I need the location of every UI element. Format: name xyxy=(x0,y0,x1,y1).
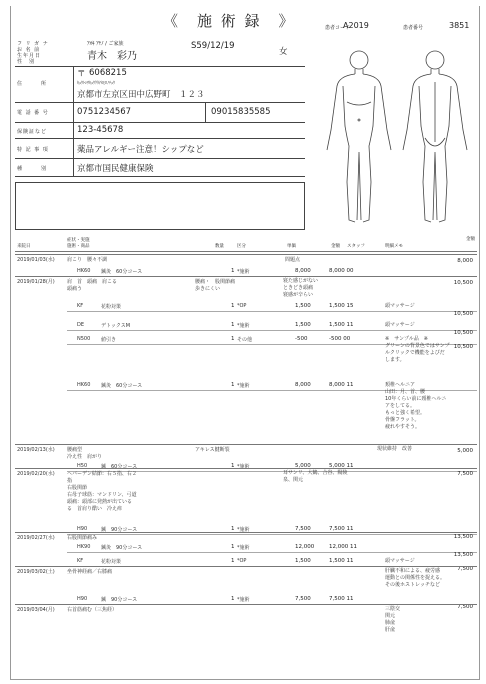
row-divider xyxy=(15,532,477,533)
balance-amount: 7,500 xyxy=(457,604,473,610)
item-amount: 8,000 00 xyxy=(329,268,354,274)
detail-memo: ※ サンプル品 ※ グリーンの背景色ではサンプ ルクリックで機能をよびだ します。 xyxy=(385,336,450,363)
detail-memo: 頭マッサージ xyxy=(385,558,415,564)
patient-no-label: 患者番号 xyxy=(403,25,424,31)
balance-amount: 10,500 xyxy=(453,280,473,286)
item-unit-price: 12,000 xyxy=(295,544,315,550)
item-desc: 鍼 90分コース xyxy=(101,597,138,603)
item-category: *OP xyxy=(237,303,247,309)
item-amount: -500 00 xyxy=(329,336,351,342)
birth-label: 生年月日 xyxy=(17,53,42,59)
birthdate: S59/12/19 xyxy=(191,41,235,51)
info-label-divider xyxy=(73,66,74,176)
symptom-extra: 腰痛・ 股関節痛 歩きにくい xyxy=(195,279,236,292)
phone-block xyxy=(15,102,305,123)
item-category: *施術 xyxy=(237,527,250,533)
item-desc: 花粉対策 xyxy=(101,559,122,565)
balance-amount: 10,500 xyxy=(453,311,473,317)
col-staff: スタッフ xyxy=(347,244,365,249)
item-amount: 12,000 11 xyxy=(329,544,357,550)
item-category: *施術 xyxy=(237,545,250,551)
body-diagram xyxy=(317,42,477,232)
item-amount: 7,500 11 xyxy=(329,526,354,532)
item-desc: 鍼灸 60分コース xyxy=(101,269,143,275)
balance-amount: 5,000 xyxy=(457,448,473,454)
item-desc: 鍼 90分コース xyxy=(101,527,138,533)
name-block xyxy=(15,38,305,67)
item-unit-price: 1,500 xyxy=(295,322,311,328)
patient-code-label: 患者コード xyxy=(325,25,351,31)
insurance-type: 京都市国民健康保険 xyxy=(77,164,154,174)
item-unit-price: 7,500 xyxy=(295,526,311,532)
balance-amount: 7,500 xyxy=(457,471,473,477)
insurance-label: 保険証など xyxy=(17,129,48,135)
item-unit-price: 8,000 xyxy=(295,268,311,274)
balance-amount: 8,000 xyxy=(457,258,473,264)
row-divider xyxy=(15,276,477,277)
col-memo: 明細メモ xyxy=(385,244,403,249)
insurance-block xyxy=(15,122,305,139)
detail-memo: 頭マッサージ xyxy=(385,322,415,328)
item-amount: 1,500 11 xyxy=(329,322,354,328)
symptom-line: 右股関節痛み xyxy=(67,535,98,541)
item-qty: 1 xyxy=(231,336,235,342)
item-amount: 8,000 11 xyxy=(329,382,354,388)
item-desc: 鍼 60分コース xyxy=(101,464,138,470)
postal-code: 6068215 xyxy=(89,68,127,78)
visit-date: 2019/02/20(水) xyxy=(17,471,55,477)
col-date: 来院日 xyxy=(17,244,31,249)
item-qty: 1 xyxy=(231,382,235,388)
patient-name: 青木 彩乃 xyxy=(87,51,137,62)
symptom-line: 右母子球筋：マンドリン、弓道 xyxy=(67,492,137,498)
postal-mark: 〒 xyxy=(77,69,86,79)
item-unit-price: 1,500 xyxy=(295,558,311,564)
item-amount: 7,500 11 xyxy=(329,596,354,602)
symptom-extra: アキレス腱断裂 xyxy=(195,447,230,453)
visit-date: 2019/03/04(月) xyxy=(17,607,55,613)
name-label: お 名 前 xyxy=(17,47,41,53)
item-qty: 1 xyxy=(231,558,235,564)
row-divider xyxy=(15,566,477,567)
col-unit-price: 単価 xyxy=(287,244,296,249)
address-label: 住 所 xyxy=(17,81,48,87)
symptom-line: ヘバーデン結節：右５指、右２ xyxy=(67,471,137,477)
symptom-line: る 首肩り酷い 冷え痒 xyxy=(67,506,123,512)
gender: 女 xyxy=(279,47,288,57)
symptom-line: 冷え性 肩がり xyxy=(67,454,103,460)
phone-1: 0751234567 xyxy=(77,107,132,117)
symptom-line: 肩こり 腰々不調 xyxy=(67,257,108,263)
visit-date: 2019/02/13(水) xyxy=(17,447,55,453)
item-qty: 1 xyxy=(231,322,235,328)
item-code: HK90 xyxy=(77,544,91,550)
item-category: *施術 xyxy=(237,323,250,329)
item-qty: 1 xyxy=(231,268,235,274)
type-block xyxy=(15,158,305,177)
phone-2: 09015835585 xyxy=(211,107,271,117)
treatment-record-page xyxy=(10,6,480,680)
address-block xyxy=(15,66,305,103)
item-category: *施術 xyxy=(237,383,250,389)
symptom-line: 腰痛型 xyxy=(67,447,83,453)
item-code: HK60 xyxy=(77,382,91,388)
row-divider xyxy=(15,604,477,605)
detail-memo: 頭マッサージ xyxy=(385,303,415,309)
furigana-label: フ リ ガ ナ xyxy=(17,41,49,47)
item-code: HK60 xyxy=(77,268,91,274)
address-kana: ｷｮｳﾄｼｻｷｮｳｸﾀﾅｶﾋﾛﾉﾁｮｳ xyxy=(77,80,115,85)
item-unit-price: 8,000 xyxy=(295,382,311,388)
item-amount: 1,500 15 xyxy=(329,303,354,309)
memo-box[interactable] xyxy=(15,182,305,230)
item-amount: 5,000 11 xyxy=(329,463,354,469)
detail-memo: 三陰交 関元 肺兪 肝兪 xyxy=(385,606,401,633)
row-divider xyxy=(15,254,477,255)
row-divider xyxy=(15,444,477,445)
item-category: *施術 xyxy=(237,269,250,275)
symptom-line: 右首筋痛む（三焦経） xyxy=(67,607,118,613)
balance-amount: 13,500 xyxy=(453,534,473,540)
symptom-extra: 問題点 xyxy=(285,257,301,263)
item-qty: 1 xyxy=(231,303,235,309)
item-code: H50 xyxy=(77,463,88,469)
patient-code: A2019 xyxy=(343,21,369,30)
item-desc: デトックスM xyxy=(101,323,131,329)
detail-memo: 現状維持 改善 xyxy=(377,446,413,452)
item-category: その他 xyxy=(237,337,253,343)
col-symptom: 症状・実施 施術・商品 xyxy=(67,238,90,249)
item-divider xyxy=(67,311,477,312)
insurance-no: 123-45678 xyxy=(77,125,124,135)
item-divider xyxy=(67,552,477,553)
col-qty: 数量 xyxy=(215,244,224,249)
item-category: *施術 xyxy=(237,464,250,470)
balance-amount: 10,500 xyxy=(453,330,473,336)
item-desc: 鍼灸 60分コース xyxy=(101,383,143,389)
notes: 薬品アレルギー注意！シップなど xyxy=(77,145,204,155)
item-code: H90 xyxy=(77,526,88,532)
col-balance: 金額 xyxy=(466,237,475,242)
header-divider xyxy=(15,251,477,252)
item-unit-price: 5,000 xyxy=(295,463,311,469)
phone-divider xyxy=(205,102,206,122)
balance-amount: 10,500 xyxy=(453,344,473,350)
item-category: *OP xyxy=(237,558,247,564)
item-amount: 1,500 11 xyxy=(329,558,354,564)
type-label: 種 別 xyxy=(17,166,48,172)
item-code: KF xyxy=(77,303,84,309)
item-code: H90 xyxy=(77,596,88,602)
item-unit-price: 7,500 xyxy=(295,596,311,602)
item-unit-price: -500 xyxy=(295,336,308,342)
detail-memo: 肝臓不和による、疲労感 運動との関係性を捉える。 その後ホストレッチなど xyxy=(385,568,446,588)
gender-label: 性 別 xyxy=(17,59,36,65)
visit-date: 2019/01/03(水) xyxy=(17,257,55,263)
symptom-line: 右股関節 xyxy=(67,485,88,491)
item-desc: 鍼灸 90分コース xyxy=(101,545,143,551)
symptom-line: 坐骨神経痛／右膝痛 xyxy=(67,569,113,575)
item-qty: 1 xyxy=(231,526,235,532)
col-category: 区分 xyxy=(237,244,246,249)
symptom-line: 肩 首 頭痛 肩こる xyxy=(67,279,118,285)
item-divider xyxy=(67,534,477,535)
notes-block xyxy=(15,138,305,159)
furigana-value: ｱｵｷ ｱﾔﾉ / ご家族 xyxy=(87,41,124,47)
notes-label: 特 記 事 項 xyxy=(17,147,49,153)
balance-amount: 13,500 xyxy=(453,552,473,558)
item-qty: 1 xyxy=(231,544,235,550)
item-desc: 値引き xyxy=(101,337,117,343)
item-divider xyxy=(67,330,477,331)
title-row xyxy=(11,10,481,36)
item-qty: 1 xyxy=(231,596,235,602)
address: 京都市左京区田中広野町 １２３ xyxy=(77,90,205,100)
page-title: 《 施 術 録 》 xyxy=(163,12,296,30)
symptom-line: 頭痛う xyxy=(67,286,83,292)
item-unit-price: 1,500 xyxy=(295,303,311,309)
item-code: DE xyxy=(77,322,85,328)
symptom-line: 頭痛：頭部に発熱が出ている xyxy=(67,499,133,505)
item-desc: 花粉対策 xyxy=(101,304,122,310)
visit-date: 2019/03/02(土) xyxy=(17,569,55,575)
item-code: N500 xyxy=(77,336,91,342)
detail-memo: 頚椎ヘルニア 山田：月、首、腰 10年くらい前に頚椎ヘルニ アをしてる。 もっと強く希望。 骨盤フラット。 疲れやすそう。 xyxy=(385,382,447,430)
balance-amount: 7,500 xyxy=(457,566,473,572)
visit-date: 2019/01/28(月) xyxy=(17,279,55,285)
item-code: KF xyxy=(77,558,84,564)
symptom-line: 指 xyxy=(67,478,73,484)
symptom-note: 寝た感じがない ときどき頭痛 寝感が辛らい xyxy=(283,278,319,298)
col-amount: 金額 xyxy=(331,244,340,249)
item-qty: 1 xyxy=(231,463,235,469)
symptom-note: 耳サンリ、大鶴、合谷、陽陵 泉、関元 xyxy=(283,470,348,483)
patient-no: 3851 xyxy=(449,21,470,30)
visit-date: 2019/02/27(水) xyxy=(17,535,55,541)
item-category: *施術 xyxy=(237,597,250,603)
row-divider xyxy=(15,468,477,469)
phone-label: 電 話 番 号 xyxy=(17,110,49,116)
